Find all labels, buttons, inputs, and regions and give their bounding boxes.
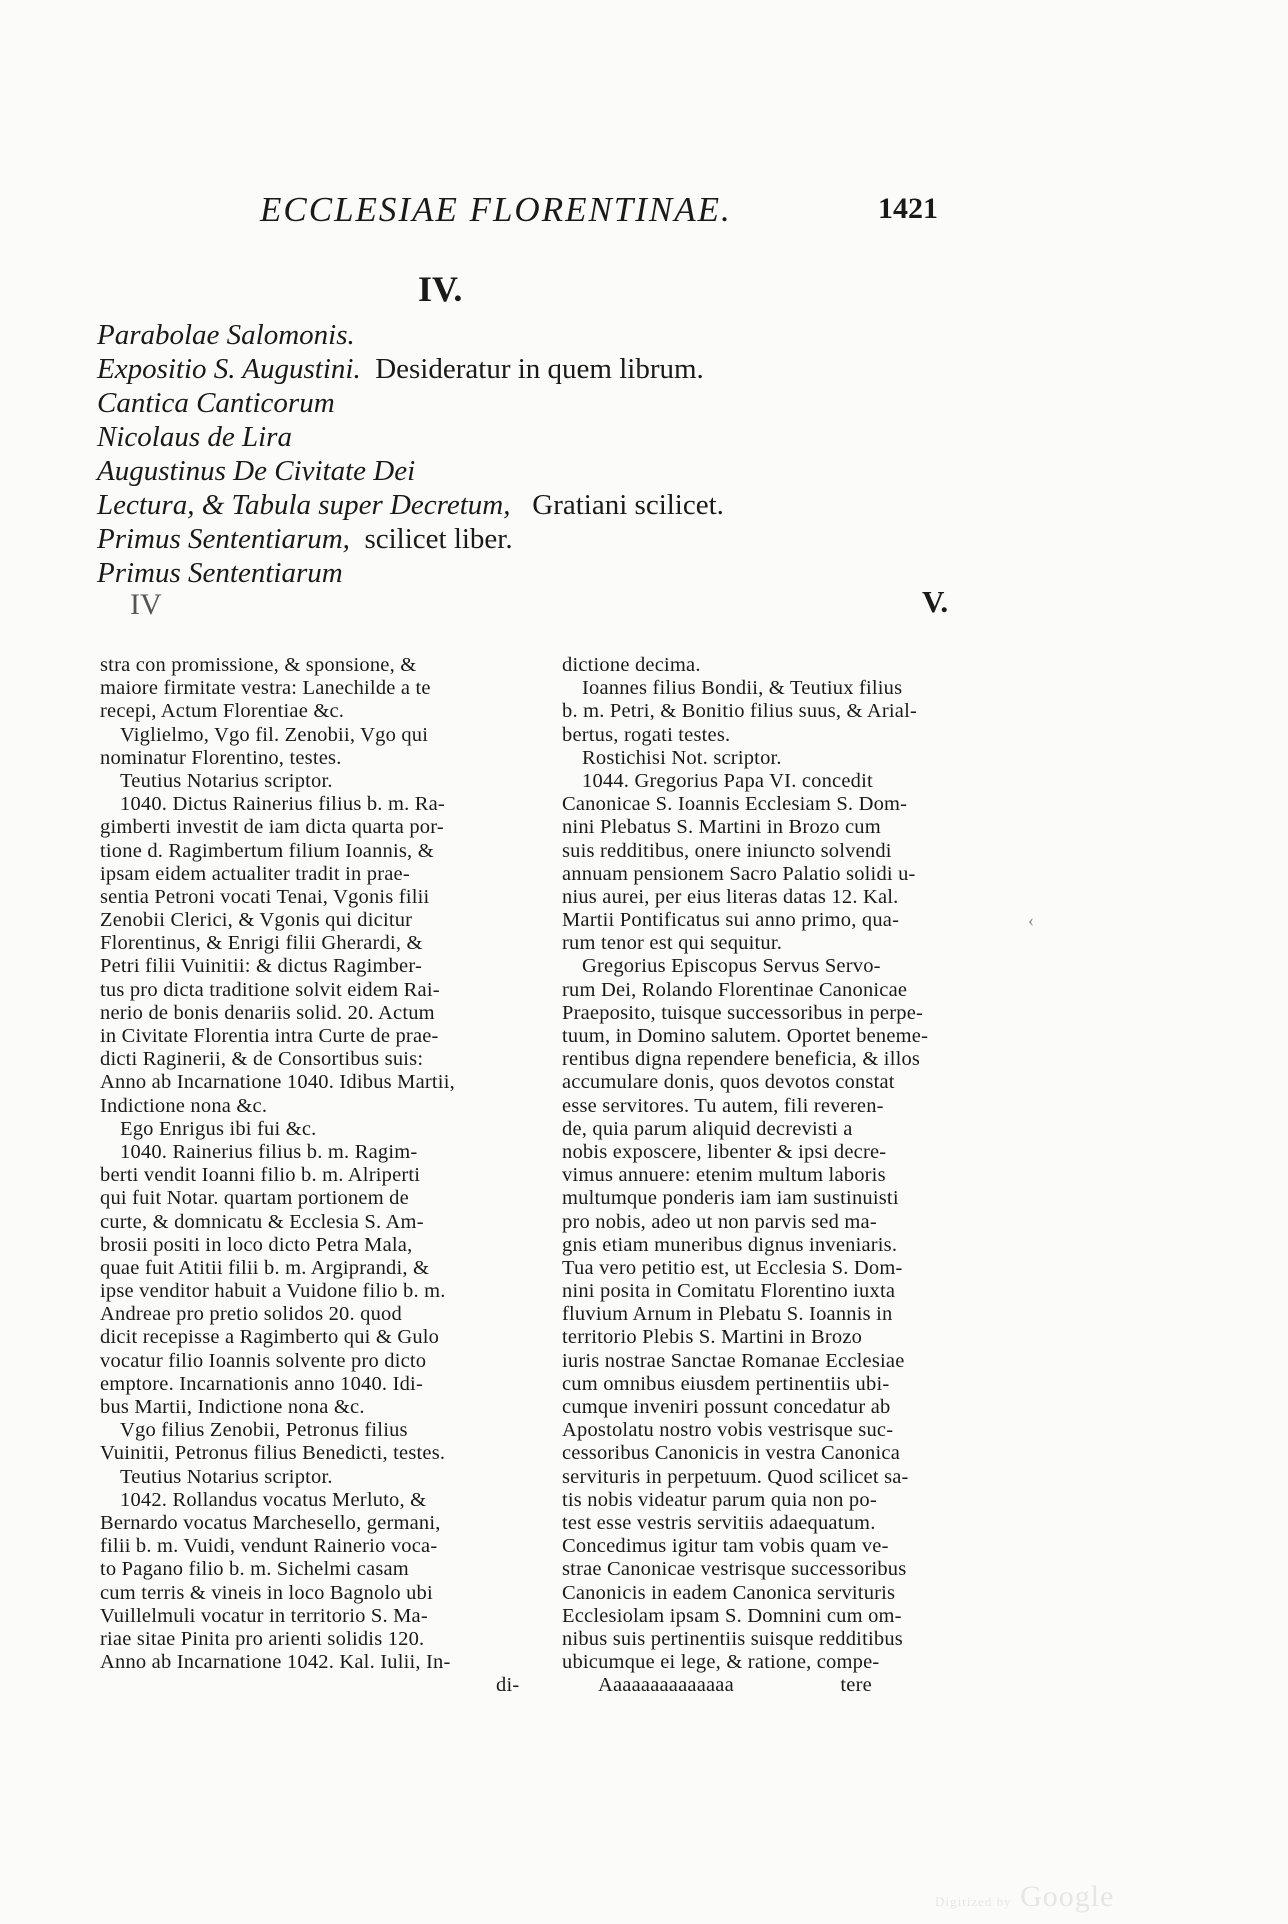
text-line: multumque ponderis iam iam sustinuisti [562, 1187, 899, 1210]
text-line: iuris nostrae Sanctae Romanae Ecclesiae [562, 1349, 905, 1372]
text-line: Teutius Notarius scriptor. [120, 1465, 333, 1488]
text-line: Indictione nona &c. [100, 1094, 268, 1117]
text-line: tis nobis videatur parum quia non po- [562, 1488, 877, 1511]
text-line: territorio Plebis S. Martini in Brozo [562, 1326, 863, 1349]
text-line: tione d. Ragimbertum filium Ioannis, & [100, 839, 434, 862]
section-heading-v: V. [922, 584, 949, 619]
text-line: maiore firmitate vestra: Lanechilde a te [100, 677, 431, 700]
book-list-item [97, 556, 724, 590]
digitization-watermark [935, 1880, 1114, 1914]
text-line: nini posita in Comitatu Florentino iuxta [562, 1280, 896, 1303]
text-line: de, quia parum aliquid decrevisti a [562, 1117, 853, 1140]
text-line: quae fuit Atitii filii b. m. Argiprandi, & [100, 1256, 430, 1279]
text-line: qui fuit Notar. quartam portionem de [100, 1187, 409, 1210]
text-line: Concedimus igitur tam vobis quam ve- [562, 1535, 889, 1558]
text-line: ipsam eidem actualiter tradit in prae- [100, 862, 410, 885]
text-line: berti vendit Ioanni filio b. m. Alriperti [100, 1164, 421, 1187]
text-line: sentia Petroni vocati Tenai, Vgonis filii [100, 885, 430, 908]
book-title: Nicolaus de Lira [97, 421, 292, 453]
text-line: bertus, rogati testes. [562, 723, 731, 746]
text-line: brosii positi in loco dicto Petra Mala, [100, 1233, 413, 1256]
text-line: Canonicis in eadem Canonica servituris [562, 1581, 896, 1604]
text-line: Ecclesiolam ipsam S. Domnini cum om- [562, 1604, 902, 1627]
text-line: 1042. Rollandus vocatus Merluto, & [120, 1488, 427, 1511]
text-line: Vuinitii, Petronus filius Benedicti, testes. [100, 1442, 446, 1465]
book-title: Parabolae Salomonis. [97, 319, 355, 351]
text-line: Apostolatu nostro vobis vestrisque suc- [562, 1419, 894, 1442]
text-line: riae sitae Pinita pro arienti solidis 120. [100, 1627, 425, 1650]
text-line: suis redditibus, onere iniuncto solvendi [562, 839, 892, 862]
text-line: Gregorius Episcopus Servus Servo- [582, 955, 881, 978]
text-line: nerio de bonis denariis solid. 20. Actum [100, 1001, 435, 1024]
text-line: stra con promissione, & sponsione, & [100, 654, 417, 676]
text-line: Rostichisi Not. scriptor. [582, 746, 782, 769]
book-title: Primus Sententiarum [97, 557, 343, 589]
text-line: Ego Enrigus ibi fui &c. [120, 1117, 317, 1140]
text-line: nini Plebatus S. Martini in Brozo cum [562, 816, 881, 839]
text-line: Praeposito, tuisque successoribus in perpe- [562, 1001, 924, 1024]
text-line: nibus suis pertinentiis suisque redditibus [562, 1627, 903, 1650]
book-title: Augustinus De Civitate Dei [97, 455, 416, 487]
text-line: Viglielmo, Vgo fil. Zenobii, Vgo qui [120, 723, 429, 746]
watermark-prefix: Digitized by [935, 1894, 1012, 1909]
watermark-brand: Google [1020, 1880, 1115, 1913]
text-line: dicit recepisse a Ragimberto qui & Gulo [100, 1326, 440, 1349]
text-line: cumque inveniri possunt concedatur ab [562, 1396, 891, 1418]
text-line: pro nobis, adeo ut non parvis sed ma- [562, 1210, 877, 1233]
text-line: strae Canonicae vestrisque successoribus [562, 1558, 907, 1581]
margin-mark: ‹ [1028, 910, 1034, 930]
text-line: Florentinus, & Enrigi filii Gherardi, & [100, 932, 423, 955]
text-line: vocatur filio Ioannis solvente pro dicto [100, 1349, 427, 1372]
text-line: b. m. Petri, & Bonitio filius suus, & Arial- [562, 700, 918, 723]
section-heading-iv: IV. [418, 269, 463, 309]
text-line: Bernardo vocatus Marchesello, germani, [100, 1511, 441, 1534]
text-line: Canonicae S. Ioannis Ecclesiam S. Dom- [562, 793, 908, 816]
text-line: rentibus digna rependere beneficia, & illos [562, 1048, 921, 1071]
book-title: Expositio S. Augustini. [97, 353, 361, 385]
text-line: fluvium Arnum in Plebatu S. Ioannis in [562, 1303, 893, 1326]
text-line: gnis etiam muneribus dignus inveniaris. [562, 1233, 898, 1256]
text-line: Anno ab Incarnatione 1040. Idibus Martii, [100, 1071, 455, 1094]
text-line: cum terris & vineis in loco Bagnolo ubi [100, 1581, 433, 1604]
text-line: Teutius Notarius scriptor. [120, 769, 333, 792]
text-line: curte, & domnicatu & Ecclesia S. Am- [100, 1210, 424, 1233]
text-column-right [562, 654, 1010, 1697]
text-line: dicti Raginerii, & de Consortibus suis: [100, 1048, 424, 1071]
bleed-through-marker: IV [130, 588, 162, 621]
book-list-item [97, 488, 724, 522]
book-list-item [97, 386, 724, 420]
book-note: Desideratur in quem librum. [375, 353, 704, 385]
book-note: Gratiani scilicet. [532, 489, 724, 521]
text-line: Petri filii Vuinitii: & dictus Ragimber- [100, 955, 422, 978]
text-line: Andreae pro pretio solidos 20. quod [100, 1303, 402, 1326]
book-list-item [97, 352, 724, 386]
running-header-title: ECCLESIAE FLORENTINAE. [260, 190, 732, 229]
text-line: tuum, in Domino salutem. Oportet beneme- [562, 1025, 929, 1047]
text-line: di- [496, 1674, 520, 1697]
text-column-left [100, 654, 540, 1697]
text-line: annuam pensionem Sacro Palatio solidi u- [562, 862, 916, 885]
text-line: bus Martii, Indictione nona &c. [100, 1396, 365, 1418]
text-line: tus pro dicta traditione solvit eidem Rai- [100, 978, 440, 1001]
text-line: 1044. Gregorius Papa VI. concedit [582, 769, 873, 792]
text-line: Vuillelmuli vocatur in territorio S. Ma- [100, 1604, 428, 1627]
text-line: accumulare donis, quos devotos constat [562, 1071, 895, 1094]
book-title: Lectura, & Tabula super Decretum, [97, 489, 511, 521]
text-line: 1040. Rainerius filius b. m. Ragim- [120, 1140, 418, 1163]
book-list-item [97, 318, 724, 352]
book-list-item [97, 522, 724, 556]
book-note: scilicet liber. [364, 523, 513, 555]
text-line: nominatur Florentino, testes. [100, 746, 342, 769]
text-line: Tua vero petitio est, ut Ecclesia S. Dom- [562, 1256, 903, 1279]
text-line: Ioannes filius Bondii, & Teutiux filius [582, 677, 903, 700]
text-line: emptore. Incarnationis anno 1040. Idi- [100, 1372, 423, 1395]
text-line: esse servitores. Tu autem, fili reveren- [562, 1094, 884, 1117]
text-line: cum omnibus eiusdem pertinentiis ubi- [562, 1372, 890, 1395]
text-line: gimberti investit de iam dicta quarta por- [100, 816, 444, 839]
text-line: Zenobii Clerici, & Vgonis qui dicitur [100, 909, 413, 932]
text-line: Vgo filius Zenobii, Petronus filius [120, 1419, 408, 1442]
book-title: Primus Sententiarum, [97, 523, 350, 555]
text-line: filii b. m. Vuidi, vendunt Rainerio voca- [100, 1535, 438, 1558]
text-line: nobis exposcere, libenter & ipsi decre- [562, 1140, 887, 1163]
text-line: servituris in perpetuum. Quod scilicet sa- [562, 1465, 909, 1488]
book-title: Cantica Canticorum [97, 387, 335, 419]
book-list-item [97, 454, 724, 488]
text-line: nius aurei, per eius literas datas 12. Kal. [562, 885, 899, 908]
text-line: rum Dei, Rolando Florentinae Canonicae [562, 978, 908, 1001]
text-line: ipse venditor habuit a Vuidone filio b. m. [100, 1280, 446, 1303]
text-line: in Civitate Florentia intra Curte de prae- [100, 1025, 439, 1047]
signature-line: Aaaaaaaaaaaaaa tere [598, 1674, 872, 1697]
book-list [97, 318, 724, 590]
text-line: cessoribus Canonicis in vestra Canonica [562, 1442, 901, 1465]
book-list-item [97, 420, 724, 454]
text-line: rum tenor est qui sequitur. [562, 932, 783, 955]
text-line: Anno ab Incarnatione 1042. Kal. Iulii, In- [100, 1651, 451, 1674]
text-line: dictione decima. [562, 654, 701, 676]
page-number: 1421 [878, 192, 938, 225]
text-line: 1040. Dictus Rainerius filius b. m. Ra- [120, 793, 445, 816]
text-line: to Pagano filio b. m. Sichelmi casam [100, 1558, 409, 1581]
text-line: vimus annuere: etenim multum laboris [562, 1164, 886, 1187]
text-line: test esse vestris servitiis adaequatum. [562, 1511, 876, 1534]
text-line: ubicumque ei lege, & ratione, compe- [562, 1651, 880, 1674]
text-line: Martii Pontificatus sui anno primo, qua- [562, 909, 900, 932]
text-line: recepi, Actum Florentiae &c. [100, 700, 345, 723]
